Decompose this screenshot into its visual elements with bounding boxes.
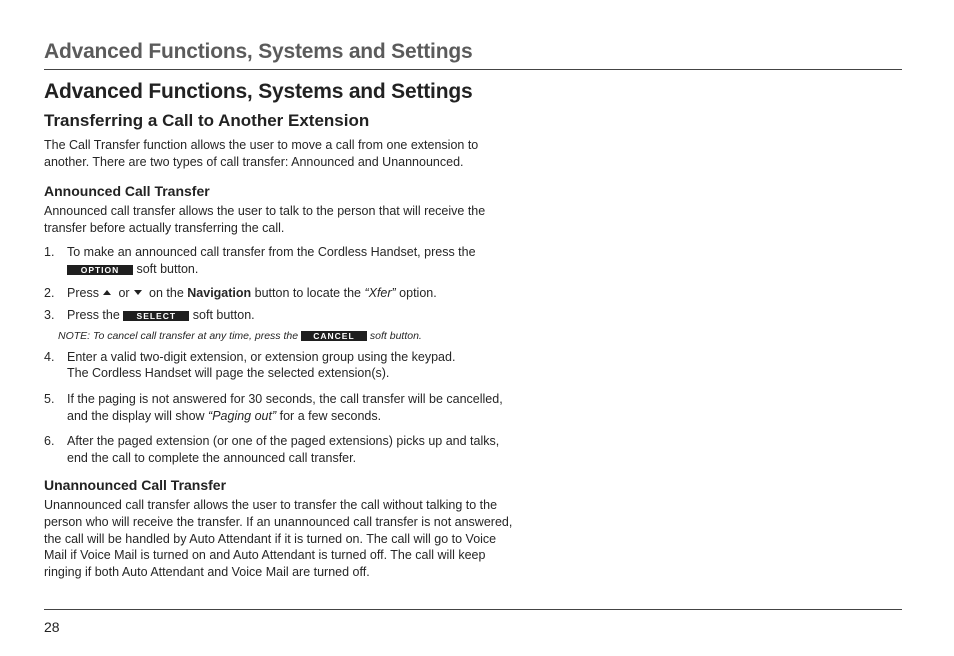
section-heading: Transferring a Call to Another Extension [44,111,370,130]
unannounced-line-4: Mail if Voice Mail is turned on and Auto Attendant is turned off. The call will keep [44,548,486,563]
note-before: NOTE: To cancel call transfer at any time, press the [58,329,299,342]
announced-steps [44,244,564,323]
step-2-or: or [118,285,130,300]
unannounced-line-1: Unannounced call transfer allows the user to transfer the call without talking to the [44,498,498,513]
step-6 [44,433,564,466]
step-3 [44,307,564,324]
step-1-after: soft button. [133,261,199,276]
step-5 [44,391,564,424]
unannounced-line-5: ringing if both Auto Attendant and Voice Mail are turned off. [44,564,370,579]
step-2 [44,285,564,302]
intro-paragraph [44,137,564,170]
step-5-line-2-after: for a few seconds. [276,408,382,423]
step-6-line-2: end the call to complete the announced call transfer. [67,450,357,465]
step-5-line-1: If the paging is not answered for 30 seconds, the call transfer will be cancelled, [67,391,503,406]
navigation-term: Navigation [187,285,252,300]
step-3-before: Press the [67,308,120,323]
step-2-mid: button to locate the [251,285,365,300]
step-3-number: 3. [44,308,55,323]
step-4-line-2: The Cordless Handset will page the selected extension(s). [67,366,390,381]
select-softkey-icon: SELECT [123,311,189,321]
footer-rule [44,609,902,610]
cancel-softkey-icon: CANCEL [301,331,367,341]
step-6-line-1: After the paged extension (or one of the paged extensions) picks up and talks, [67,434,500,449]
step-2-press: Press [67,285,99,300]
page-number: 28 [44,619,60,635]
step-2-number: 2. [44,285,55,300]
up-arrow-icon [103,290,111,295]
running-header: Advanced Functions, Systems and Settings [44,40,473,63]
unannounced-line-3: the call will be handled by Auto Attendant if it is turned on. The call will go to Voice [44,531,497,546]
option-softkey-icon: OPTION [67,265,133,275]
paging-out-text: “Paging out” [208,408,277,423]
step-1-number: 1. [44,245,55,260]
announced-line-1: Announced call transfer allows the user to talk to the person that will receive the [44,204,486,219]
step-4-number: 4. [44,349,55,364]
step-4 [44,349,564,382]
unannounced-heading: Unannounced Call Transfer [44,477,227,494]
step-1-text: To make an announced call transfer from the Cordless Handset, press the [67,245,476,260]
unannounced-line-2: person who will receive the transfer. If an unannounced call transfer is not answered, [44,514,513,529]
intro-line-1: The Call Transfer function allows the user to move a call from one extension to [44,138,479,152]
cancel-note [44,329,564,343]
announced-line-2: transfer before actually transferring the call. [44,220,285,235]
page-title: Advanced Functions, Systems and Settings [44,80,473,103]
step-3-after: soft button. [189,308,255,323]
main-content [44,78,564,580]
step-4-line-1: Enter a valid two-digit extension, or extension group using the keypad. [67,349,456,364]
step-6-number: 6. [44,434,55,449]
unannounced-paragraph [44,497,564,580]
step-2-on-the: on the [145,285,188,300]
note-after: soft button. [366,329,422,342]
xfer-option: “Xfer” [364,285,396,300]
step-2-after: option. [395,285,437,300]
intro-line-2: another. There are two types of call transfer: Announced and Unannounced. [44,154,464,169]
announced-paragraph [44,203,564,236]
header-rule [44,69,902,70]
announced-steps-continued [44,349,564,467]
step-5-number: 5. [44,391,55,406]
step-5-line-2-before: and the display will show [67,408,209,423]
down-arrow-icon [134,290,142,295]
step-1 [44,244,564,277]
announced-heading: Announced Call Transfer [44,183,210,200]
